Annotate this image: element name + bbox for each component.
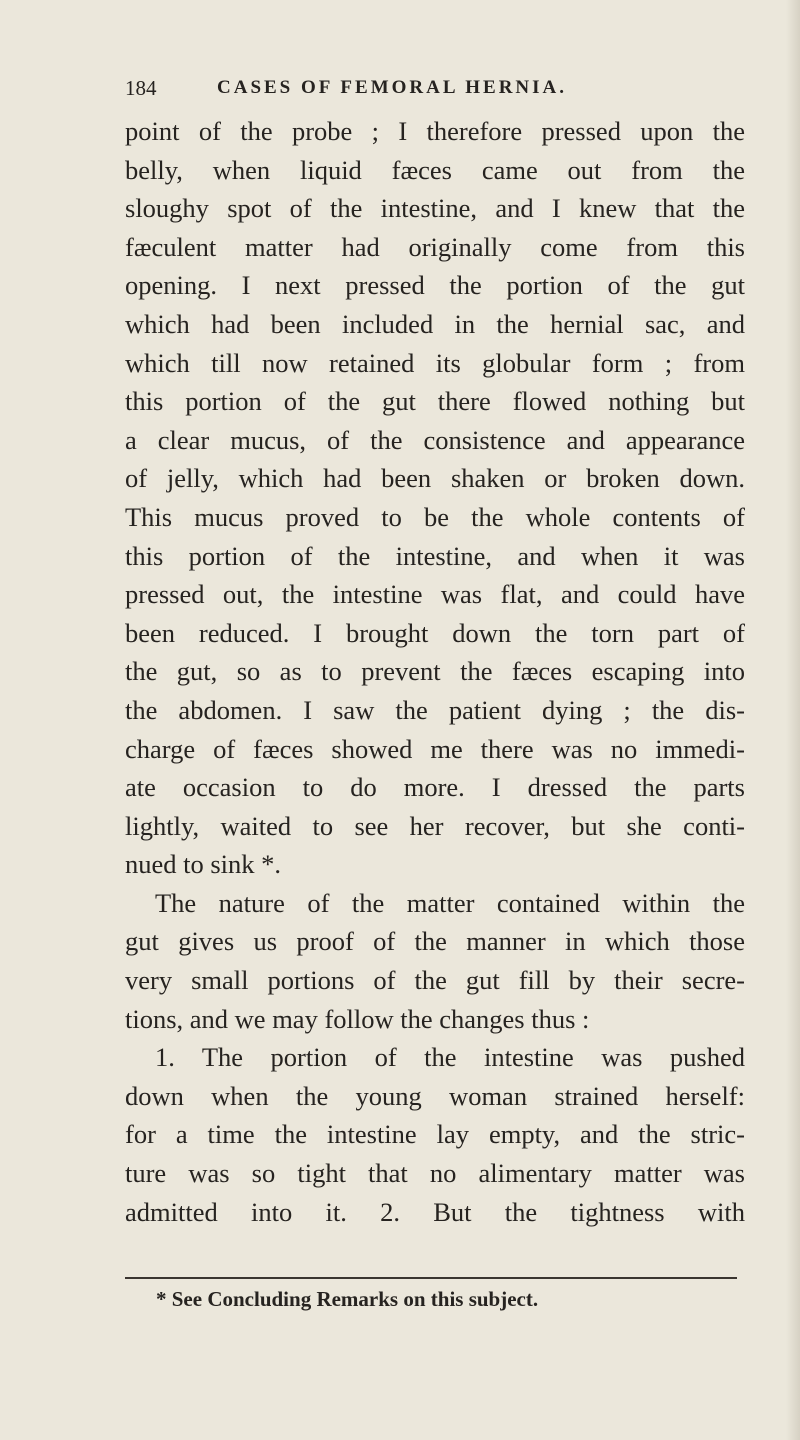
paragraph-start-line: The nature of the matter contained within the xyxy=(155,887,745,918)
text-line: lightly, waited to see her recover, but she conti- xyxy=(125,810,745,841)
text-line: admitted into it. 2. But the tightness with xyxy=(125,1196,745,1227)
text-line: point of the probe ; I therefore pressed upon the xyxy=(125,116,745,146)
text-line: ture was so tight that no alimentary matter was xyxy=(125,1158,745,1189)
running-head xyxy=(125,76,745,106)
running-title: CASES OF FEMORAL HERNIA. xyxy=(217,77,567,98)
text-line: which till now retained its globular form ; from xyxy=(125,347,745,378)
text-line: very small portions of the gut fill by their secre- xyxy=(125,965,745,996)
text-line: sloughy spot of the intestine, and I knew that the xyxy=(125,193,745,224)
text-line: belly, when liquid fæces came out from the xyxy=(125,154,745,185)
text-line: charge of fæces showed me there was no immedi- xyxy=(125,733,745,764)
text-line: This mucus proved to be the whole contents of xyxy=(125,501,745,532)
text-line: of jelly, which had been shaken or broken down. xyxy=(125,463,745,494)
text-line: this portion of the intestine, and when it was xyxy=(125,540,745,571)
text-line: pressed out, the intestine was flat, and could have xyxy=(125,579,745,610)
paragraph-end-line: nued to sink *. xyxy=(125,849,282,880)
body-text xyxy=(125,112,745,1231)
text-line: fæculent matter had originally come from this xyxy=(125,231,745,262)
text-line: this portion of the gut there flowed nothing but xyxy=(125,386,745,417)
text-line: which had been included in the hernial sac, and xyxy=(125,308,745,339)
text-line: ate occasion to do more. I dressed the parts xyxy=(125,772,745,803)
text-line: been reduced. I brought down the torn part of xyxy=(125,617,745,648)
text-line: the gut, so as to prevent the fæces escaping into xyxy=(125,656,745,687)
footnote-divider xyxy=(125,1277,737,1279)
text-line: the abdomen. I saw the patient dying ; the dis- xyxy=(125,694,745,725)
text-line: gut gives us proof of the manner in which those xyxy=(125,926,745,957)
text-line: for a time the intestine lay empty, and the stric- xyxy=(125,1119,745,1150)
paragraph-end-line: tions, and we may follow the changes thus : xyxy=(125,1003,590,1034)
text-line: down when the young woman strained herself: xyxy=(125,1080,745,1111)
footnote: * See Concluding Remarks on this subject. xyxy=(156,1287,539,1311)
page-number: 184 xyxy=(125,76,157,100)
text-line: opening. I next pressed the portion of the gut xyxy=(125,270,745,301)
text-line: a clear mucus, of the consistence and appearance xyxy=(125,424,745,455)
paragraph-start-line: 1. The portion of the intestine was pushed xyxy=(155,1042,745,1073)
